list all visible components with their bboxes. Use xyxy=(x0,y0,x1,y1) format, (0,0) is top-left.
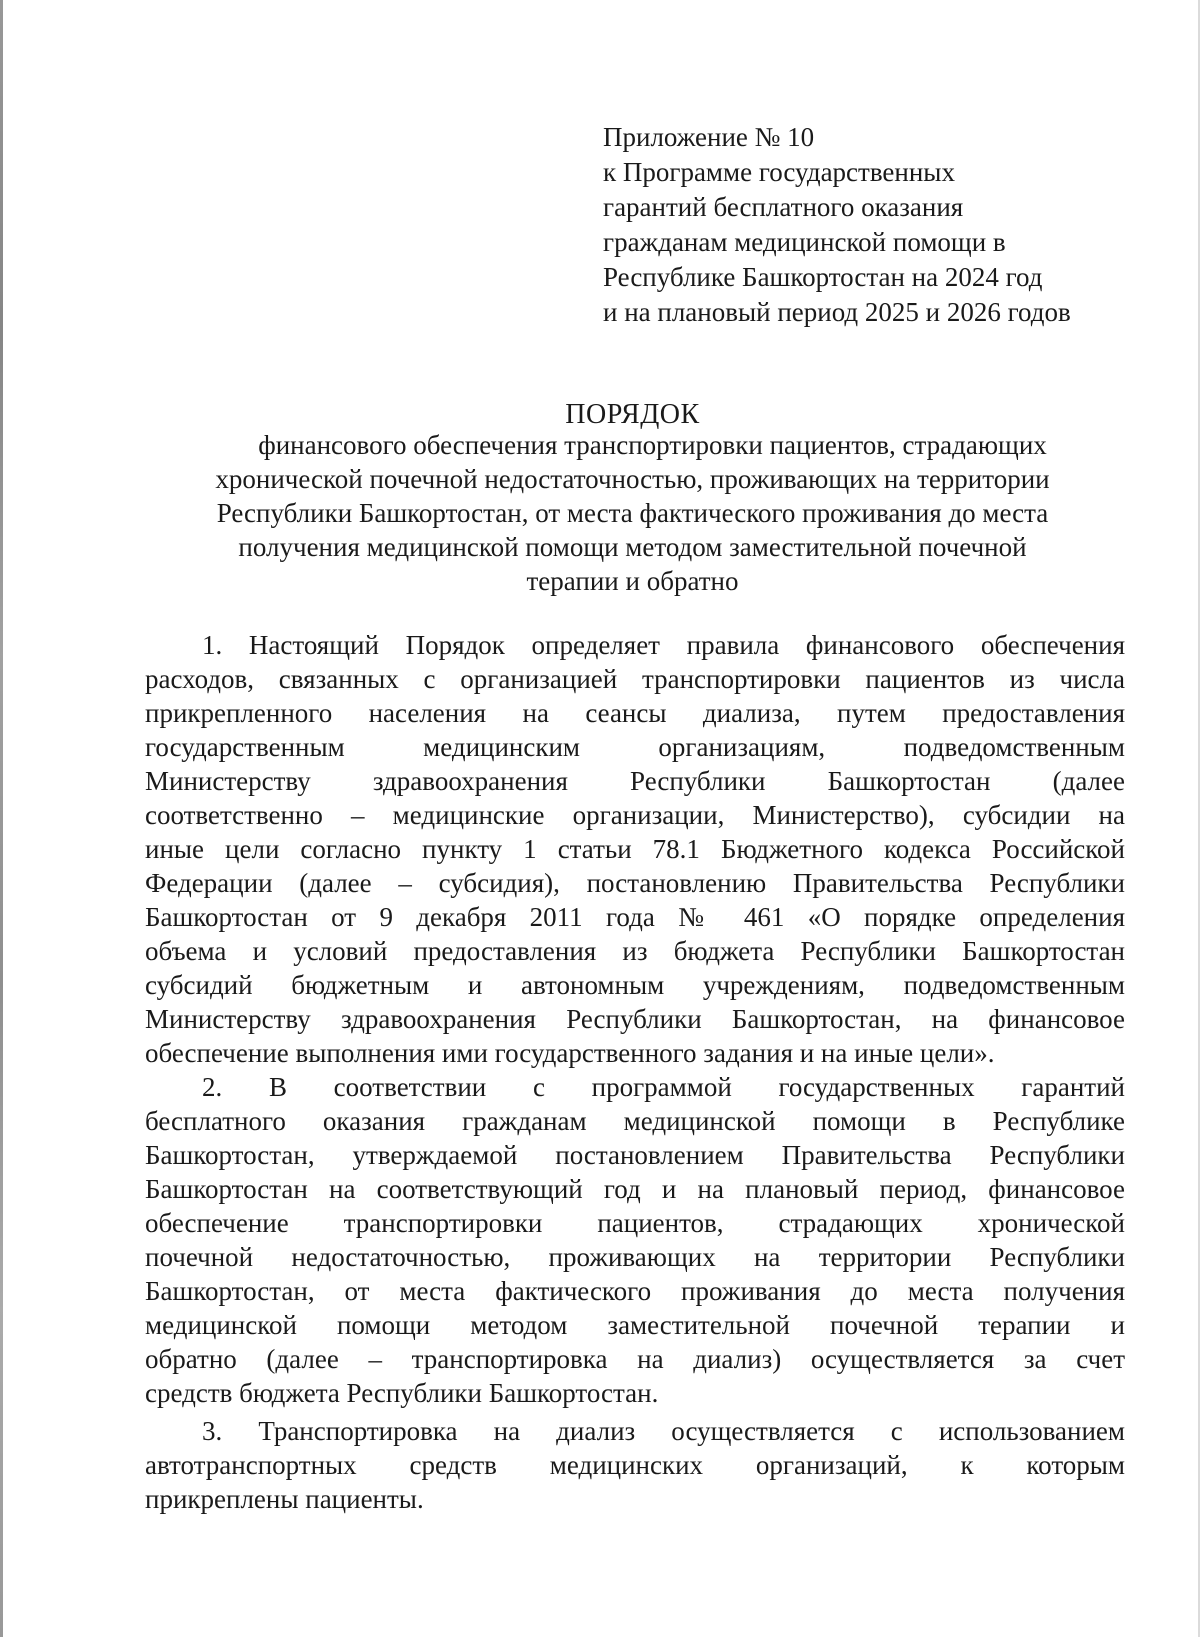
paragraph-line: обратно (далее – транспортировка на диализ) осуществляется за счет xyxy=(145,1344,1125,1374)
subtitle-line: финансового обеспечения транспортировки пациентов, страдающих xyxy=(258,430,1047,460)
paragraph-line: расходов, связанных с организацией транспортировки пациентов из числа xyxy=(145,664,1125,694)
paragraph-3 xyxy=(145,1414,1125,1516)
paragraph-line: Федерации (далее – субсидия), постановлению Правительства Республики xyxy=(145,868,1125,898)
paragraph-line: обеспечение транспортировки пациентов, страдающих хронической xyxy=(145,1208,1125,1238)
paragraph-line: иные цели согласно пункту 1 статьи 78.1 Бюджетного кодекса Российской xyxy=(145,834,1125,864)
paragraph-line: обеспечение выполнения ими государственного задания и на иные цели». xyxy=(145,1038,995,1068)
paragraph-line: медицинской помощи методом заместительной почечной терапии и xyxy=(145,1310,1125,1340)
paragraph-line: Министерству здравоохранения Республики Башкортостан, на финансовое xyxy=(145,1004,1125,1034)
paragraph-line: Башкортостан, от места фактического проживания до места получения xyxy=(145,1276,1125,1306)
document-title: ПОРЯДОК xyxy=(565,399,700,430)
appendix-line: гарантий бесплатного оказания xyxy=(603,192,964,222)
subtitle-line: терапии и обратно xyxy=(526,566,739,596)
appendix-line: и на плановый период 2025 и 2026 годов xyxy=(603,297,1071,327)
paragraph-line: объема и условий предоставления из бюджета Республики Башкортостан xyxy=(145,936,1125,966)
paragraph-line: почечной недостаточностью, проживающих на территории Республики xyxy=(145,1242,1125,1272)
scan-edge-left xyxy=(0,0,3,1637)
document-subtitle xyxy=(140,428,1125,598)
paragraph-line: бесплатного оказания гражданам медицинской помощи в Республике xyxy=(145,1106,1125,1136)
paragraph-line: Башкортостан на соответствующий год и на плановый период, финансовое xyxy=(145,1174,1125,1204)
appendix-line: гражданам медицинской помощи в xyxy=(603,227,1006,257)
paragraph-line: средств бюджета Республики Башкортостан. xyxy=(145,1378,659,1408)
appendix-line: Приложение № 10 xyxy=(603,122,815,152)
appendix-block xyxy=(603,120,1163,330)
subtitle-line: хронической почечной недостаточностью, проживающих на территории xyxy=(215,464,1050,494)
paragraph-line: автотранспортных средств медицинских организаций, к которым xyxy=(145,1450,1125,1480)
paragraph-line: Башкортостан от 9 декабря 2011 года № 461 «О порядке определения xyxy=(145,902,1125,932)
paragraph-line: прикрепленного населения на сеансы диализа, путем предоставления xyxy=(145,698,1125,728)
subtitle-line: получения медицинской помощи методом заместительной почечной xyxy=(238,532,1027,562)
paragraph-line: Башкортостан, утверждаемой постановлением Правительства Республики xyxy=(145,1140,1125,1170)
paragraph-line: 2. В соответствии с программой государственных гарантий xyxy=(202,1072,1125,1102)
paragraph-line: 1. Настоящий Порядок определяет правила финансового обеспечения xyxy=(202,630,1125,660)
paragraph-line: Министерству здравоохранения Республики Башкортостан (далее xyxy=(145,766,1125,796)
paragraph-2 xyxy=(145,1070,1125,1410)
document-body xyxy=(145,628,1125,1516)
paragraph-line: 3. Транспортировка на диализ осуществляется с использованием xyxy=(202,1416,1125,1446)
appendix-line: к Программе государственных xyxy=(603,157,955,187)
subtitle-line: Республики Башкортостан, от места фактического проживания до места xyxy=(216,498,1049,528)
paragraph-line: соответственно – медицинские организации, Министерство), субсидии на xyxy=(145,800,1125,830)
paragraph-line: прикреплены пациенты. xyxy=(145,1484,424,1514)
paragraph-line: субсидий бюджетным и автономным учреждениям, подведомственным xyxy=(145,970,1125,1000)
paragraph-line: государственным медицинским организациям, подведомственным xyxy=(145,732,1125,762)
appendix-line: Республике Башкортостан на 2024 год xyxy=(603,262,1043,292)
paragraph-1 xyxy=(145,628,1125,1070)
